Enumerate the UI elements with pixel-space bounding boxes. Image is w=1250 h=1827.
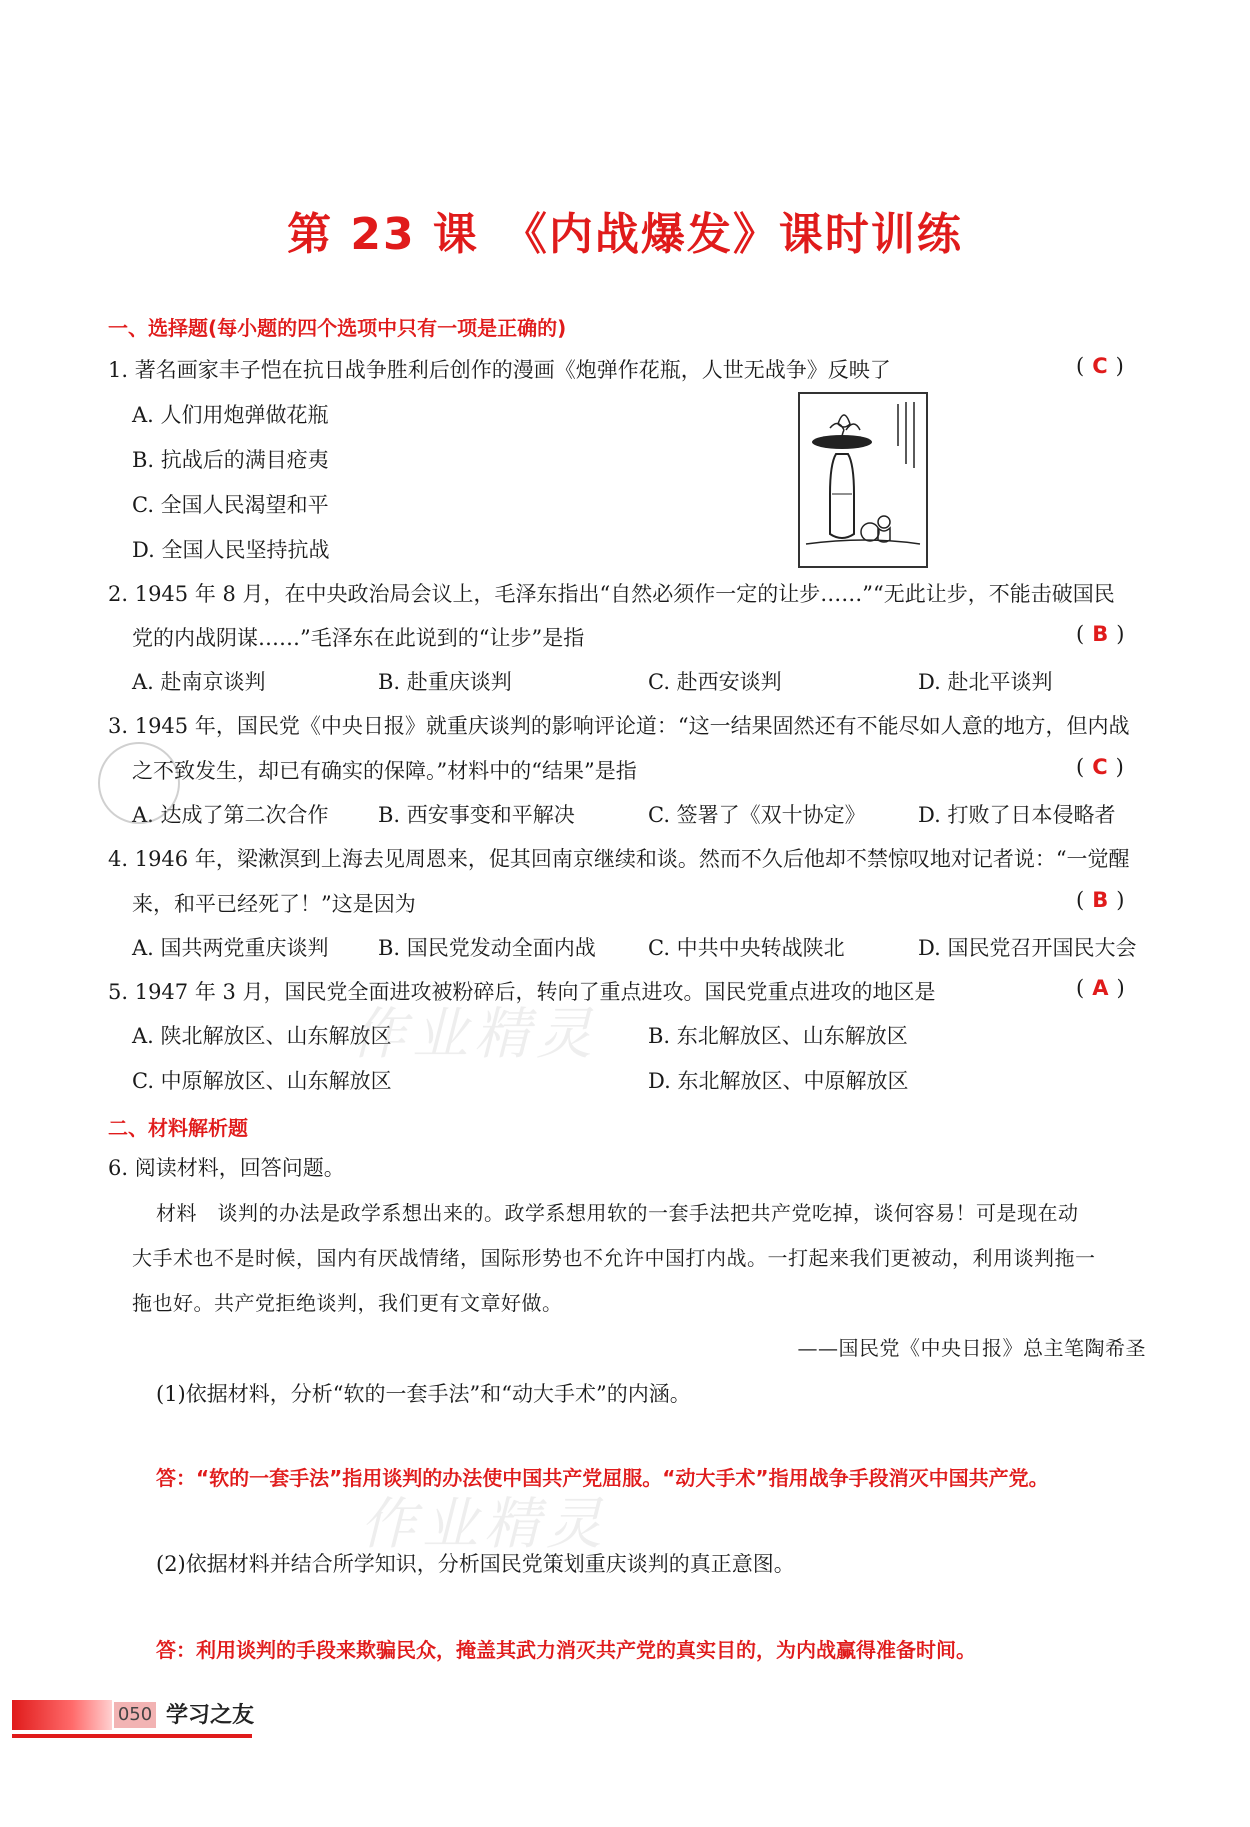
question-4-option-a: A. 国共两党重庆谈判: [132, 936, 329, 960]
question-2-stem-line2: 党的内战阴谋……”毛泽东在此说到的“让步”是指: [132, 626, 585, 650]
question-6-answer-2: 答：利用谈判的手段来欺骗民众，掩盖其武力消灭共产党的真实目的，为内战赢得准备时间。: [156, 1638, 976, 1662]
question-4-stem-line2: 来，和平已经死了！”这是因为: [132, 892, 416, 916]
watermark-text: 作业精灵: [350, 1002, 598, 1067]
answer-letter: A: [1092, 976, 1109, 1000]
page-number: 050: [114, 1702, 156, 1728]
question-2-option-a: A. 赴南京谈判: [132, 670, 266, 694]
question-3-stem-line1: 3. 1945 年，国民党《中央日报》就重庆谈判的影响评论道：“这一结果固然还有不能尽如人意的地方，但内战: [108, 714, 1130, 738]
answer-letter: C: [1092, 354, 1108, 378]
question-6-stem: 6. 阅读材料，回答问题。: [108, 1156, 345, 1180]
question-3-option-c: C. 签署了《双十协定》: [648, 803, 866, 827]
vase-flower-cartoon-icon: [800, 394, 926, 566]
footer-underline: [12, 1734, 252, 1738]
question-5-option-b: B. 东北解放区、山东解放区: [648, 1024, 908, 1048]
question-1-answer: ( C ): [1076, 354, 1124, 378]
question-4-stem-line1: 4. 1946 年，梁漱溟到上海去见周恩来，促其回南京继续和谈。然而不久后他却不禁惊叹地对记者说：“一觉醒: [108, 847, 1130, 871]
watermark-text: 作业精灵: [360, 1492, 608, 1557]
answer-letter: B: [1092, 888, 1109, 912]
question-2-option-c: C. 赴西安谈判: [648, 670, 782, 694]
question-5-answer: ( A ): [1076, 976, 1125, 1000]
footer-book-title: 学习之友: [166, 1703, 255, 1728]
question-2-option-d: D. 赴北平谈判: [918, 670, 1053, 694]
question-3-option-b: B. 西安事变和平解决: [378, 803, 575, 827]
question-1-option-b: B. 抗战后的满目疮夷: [132, 448, 329, 472]
question-2-stem-line1: 2. 1945 年 8 月，在中央政治局会议上，毛泽东指出“自然必须作一定的让步……”“无此让步，不能击破国民: [108, 582, 1115, 606]
question-2-answer: ( B ): [1076, 622, 1125, 646]
question-2-option-b: B. 赴重庆谈判: [378, 670, 512, 694]
answer-letter: B: [1092, 622, 1109, 646]
page-title: 第 23 课 《内战爆发》课时训练: [287, 209, 963, 260]
question-6-sub-2: (2)依据材料并结合所学知识，分析国民党策划重庆谈判的真正意图。: [156, 1552, 795, 1576]
section-heading-choice: 一、选择题(每小题的四个选项中只有一项是正确的): [108, 316, 567, 340]
question-5-option-a: A. 陕北解放区、山东解放区: [132, 1024, 392, 1048]
question-5-stem: 5. 1947 年 3 月，国民党全面进攻被粉碎后，转向了重点进攻。国民党重点进攻的地区是: [108, 980, 936, 1004]
question-4-option-b: B. 国民党发动全面内战: [378, 936, 596, 960]
question-3-option-a: A. 达成了第二次合作: [132, 803, 329, 827]
question-4-option-d: D. 国民党召开国民大会: [918, 936, 1137, 960]
question-4-option-c: C. 中共中央转战陕北: [648, 936, 845, 960]
section-heading-material: 二、材料解析题: [108, 1116, 248, 1140]
question-1-option-a: A. 人们用炮弹做花瓶: [132, 403, 329, 427]
question-5-option-c: C. 中原解放区、山东解放区: [132, 1069, 392, 1093]
question-6-answer-1: 答：“软的一套手法”指用谈判的办法使中国共产党屈服。“动大手术”指用战争手段消灭中国共产党。: [156, 1466, 1049, 1490]
cartoon-image: [798, 392, 928, 568]
question-3-option-d: D. 打败了日本侵略者: [918, 803, 1116, 827]
material-line-3: 拖也好。共产党拒绝谈判，我们更有文章好做。: [132, 1291, 563, 1315]
question-1-option-c: C. 全国人民渴望和平: [132, 493, 329, 517]
question-1-option-d: D. 全国人民坚持抗战: [132, 538, 330, 562]
material-source: ——国民党《中央日报》总主笔陶希圣: [797, 1336, 1146, 1360]
question-1-stem: 1. 著名画家丰子恺在抗日战争胜利后创作的漫画《炮弹作花瓶，人世无战争》反映了: [108, 358, 891, 382]
question-4-answer: ( B ): [1076, 888, 1125, 912]
question-6-sub-1: (1)依据材料，分析“软的一套手法”和“动大手术”的内涵。: [156, 1382, 691, 1406]
question-3-answer: ( C ): [1076, 755, 1124, 779]
material-line-1: 材料 谈判的办法是政学系想出来的。政学系想用软的一套手法把共产党吃掉，谈何容易！可是现在动: [156, 1201, 1079, 1225]
question-5-option-d: D. 东北解放区、中原解放区: [648, 1069, 909, 1093]
material-line-2: 大手术也不是时候，国内有厌战情绪，国际形势也不允许中国打内战。一打起来我们更被动，利用谈判拖一: [132, 1246, 1096, 1270]
answer-letter: C: [1092, 755, 1108, 779]
question-3-stem-line2: 之不致发生，却已有确实的保障。”材料中的“结果”是指: [132, 759, 637, 783]
footer-decoration: [12, 1700, 112, 1730]
watermark-stamp-icon: [98, 742, 180, 824]
